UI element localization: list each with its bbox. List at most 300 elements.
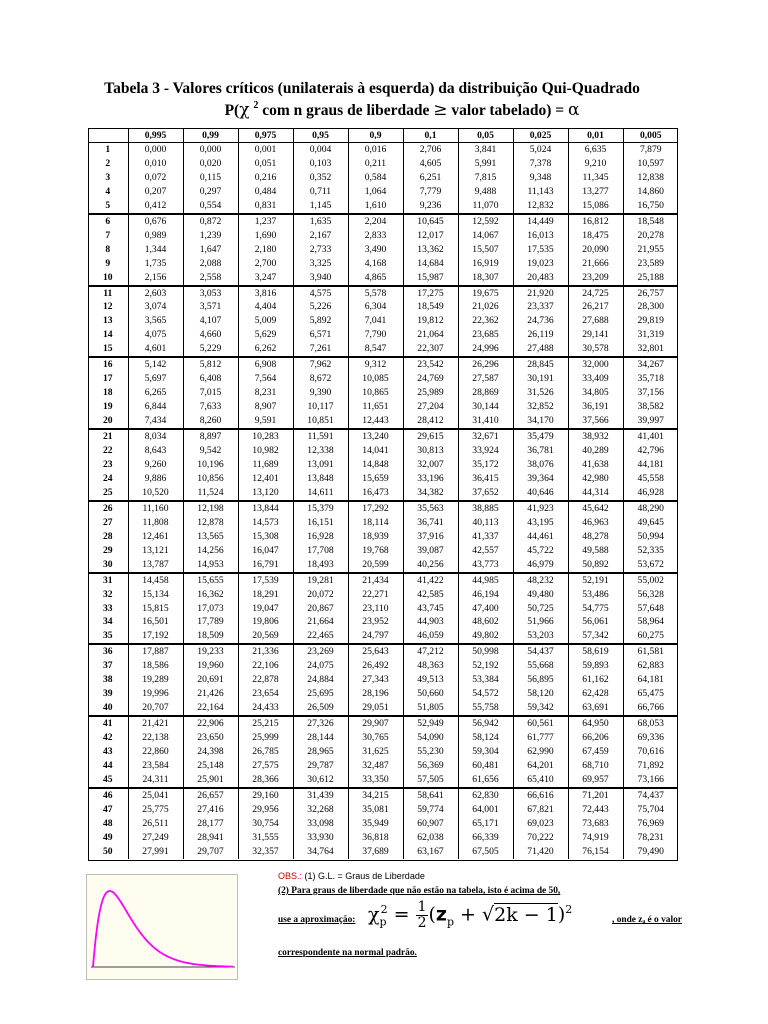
df-cell: 48: [102, 817, 113, 829]
table-row: [88, 372, 678, 386]
value-cell: 19,281: [293, 573, 348, 588]
table-row: [88, 157, 678, 171]
value-cell: 44,314: [568, 486, 623, 501]
value-cell: 13,844: [238, 501, 293, 516]
value-cell: 21,666: [568, 257, 623, 271]
value-cell: 42,980: [568, 472, 623, 486]
value-cell: 0,010: [128, 157, 183, 171]
value-cell: 12,443: [348, 414, 403, 429]
value-cell: 54,090: [403, 731, 458, 745]
table-row: [88, 257, 678, 271]
value-cell: 1,647: [183, 243, 238, 257]
value-cell: 28,366: [238, 773, 293, 788]
value-cell: 25,188: [623, 271, 678, 286]
value-cell: 5,142: [128, 357, 183, 372]
geq-symbol: ≥: [433, 100, 448, 120]
value-cell: 0,484: [238, 185, 293, 199]
value-cell: 2,156: [128, 271, 183, 286]
value-cell: 4,575: [293, 286, 348, 301]
value-cell: 14,953: [183, 558, 238, 573]
value-cell: 14,848: [348, 458, 403, 472]
value-cell: 17,275: [403, 286, 458, 301]
obs-note: [278, 871, 425, 881]
header-alpha: 0,01: [568, 128, 623, 143]
table-row: [88, 845, 678, 859]
value-cell: 0,297: [183, 185, 238, 199]
value-cell: 22,860: [128, 745, 183, 759]
table-row: [88, 243, 678, 257]
value-cell: 21,064: [403, 328, 458, 342]
value-cell: 20,867: [293, 602, 348, 616]
df-cell: 7: [105, 229, 111, 241]
value-cell: 51,966: [513, 615, 568, 629]
value-cell: 27,488: [513, 342, 568, 357]
value-cell: 22,271: [348, 588, 403, 602]
value-cell: 21,664: [293, 615, 348, 629]
value-cell: 0,016: [348, 143, 403, 157]
value-cell: 14,449: [513, 214, 568, 229]
value-cell: 79,490: [623, 845, 678, 859]
value-cell: 0,412: [128, 199, 183, 214]
value-cell: 8,547: [348, 342, 403, 357]
value-cell: 27,587: [458, 372, 513, 386]
value-cell: 37,652: [458, 486, 513, 501]
density-curve: [93, 891, 233, 967]
value-cell: 22,362: [458, 314, 513, 328]
value-cell: 56,061: [568, 615, 623, 629]
value-cell: 7,041: [348, 314, 403, 328]
value-cell: 69,023: [513, 817, 568, 831]
value-cell: 49,513: [403, 673, 458, 687]
value-cell: 29,787: [293, 759, 348, 773]
value-cell: 60,907: [403, 817, 458, 831]
value-cell: 16,151: [293, 516, 348, 530]
value-cell: 67,459: [568, 745, 623, 759]
value-cell: 5,812: [183, 357, 238, 372]
value-cell: 4,660: [183, 328, 238, 342]
value-cell: 0,554: [183, 199, 238, 214]
value-cell: 46,963: [568, 516, 623, 530]
value-cell: 66,616: [513, 788, 568, 803]
value-cell: 30,813: [403, 444, 458, 458]
df-cell: 28: [102, 530, 113, 542]
value-cell: 32,801: [623, 342, 678, 357]
value-cell: 29,615: [403, 429, 458, 444]
df-cell: 30: [102, 558, 113, 570]
value-cell: 62,830: [458, 788, 513, 803]
value-cell: 0,207: [128, 185, 183, 199]
table-row: [88, 759, 678, 773]
value-cell: 73,166: [623, 773, 678, 788]
value-cell: 29,907: [348, 716, 403, 731]
formula-equals: =: [387, 903, 416, 926]
value-cell: 36,191: [568, 400, 623, 414]
value-cell: 46,928: [623, 486, 678, 501]
table-row: [88, 342, 678, 357]
value-cell: 61,656: [458, 773, 513, 788]
table-row: [88, 629, 678, 644]
value-cell: 52,191: [568, 573, 623, 588]
value-cell: 75,704: [623, 803, 678, 817]
value-cell: 12,592: [458, 214, 513, 229]
value-cell: 0,584: [348, 171, 403, 185]
df-cell: 4: [105, 185, 111, 197]
value-cell: 28,144: [293, 731, 348, 745]
value-cell: 67,505: [458, 845, 513, 859]
value-cell: 5,226: [293, 300, 348, 314]
value-cell: 10,645: [403, 214, 458, 229]
value-cell: 31,410: [458, 414, 513, 429]
value-cell: 26,119: [513, 328, 568, 342]
value-cell: 35,081: [348, 803, 403, 817]
value-cell: 2,167: [293, 229, 348, 243]
value-cell: 9,488: [458, 185, 513, 199]
value-cell: 66,766: [623, 701, 678, 716]
value-cell: 46,194: [458, 588, 513, 602]
table-row: [88, 745, 678, 759]
value-cell: 23,542: [403, 357, 458, 372]
note-2-line-1: (2) Para graus de liberdade que não estão na tabela, isto é acima de 50,: [278, 886, 561, 896]
df-cell: 34: [102, 616, 113, 628]
value-cell: 0,004: [293, 143, 348, 157]
value-cell: 4,865: [348, 271, 403, 286]
value-cell: 1,239: [183, 229, 238, 243]
value-cell: 55,668: [513, 659, 568, 673]
value-cell: 13,362: [403, 243, 458, 257]
obs-text: (1) G.L. = Graus de Liberdade: [304, 871, 425, 881]
value-cell: 26,492: [348, 659, 403, 673]
value-cell: 6,408: [183, 372, 238, 386]
value-cell: 17,073: [183, 602, 238, 616]
value-cell: 2,733: [293, 243, 348, 257]
value-cell: 13,120: [238, 486, 293, 501]
value-cell: 3,490: [348, 243, 403, 257]
value-cell: 16,928: [293, 530, 348, 544]
value-cell: 0,352: [293, 171, 348, 185]
value-cell: 3,053: [183, 286, 238, 301]
value-cell: 27,688: [568, 314, 623, 328]
value-cell: 53,486: [568, 588, 623, 602]
table-row: [88, 444, 678, 458]
value-cell: 20,691: [183, 673, 238, 687]
value-cell: 56,942: [458, 716, 513, 731]
chi-square-table: [88, 128, 678, 859]
value-cell: 19,047: [238, 602, 293, 616]
value-cell: 23,650: [183, 731, 238, 745]
value-cell: 32,268: [293, 803, 348, 817]
value-cell: 15,507: [458, 243, 513, 257]
value-cell: 12,401: [238, 472, 293, 486]
value-cell: 52,192: [458, 659, 513, 673]
value-cell: 21,026: [458, 300, 513, 314]
value-cell: 59,342: [513, 701, 568, 716]
value-cell: 50,998: [458, 644, 513, 659]
value-cell: 0,676: [128, 214, 183, 229]
value-cell: 13,091: [293, 458, 348, 472]
value-cell: 42,585: [403, 588, 458, 602]
value-cell: 34,215: [348, 788, 403, 803]
value-cell: 12,838: [623, 171, 678, 185]
value-cell: 27,991: [128, 845, 183, 859]
table-row: [88, 501, 678, 516]
value-cell: 37,689: [348, 845, 403, 859]
value-cell: 37,916: [403, 530, 458, 544]
value-cell: 24,311: [128, 773, 183, 788]
value-cell: 62,990: [513, 745, 568, 759]
value-cell: 54,437: [513, 644, 568, 659]
value-cell: 35,479: [513, 429, 568, 444]
df-cell: 22: [102, 445, 113, 457]
value-cell: 33,924: [458, 444, 513, 458]
value-cell: 74,437: [623, 788, 678, 803]
value-cell: 0,072: [128, 171, 183, 185]
value-cell: 34,805: [568, 386, 623, 400]
table-row: [88, 386, 678, 400]
value-cell: 14,611: [293, 486, 348, 501]
df-cell: 1: [105, 144, 111, 155]
value-cell: 27,204: [403, 400, 458, 414]
value-cell: 1,344: [128, 243, 183, 257]
value-cell: 34,764: [293, 845, 348, 859]
value-cell: 62,883: [623, 659, 678, 673]
table-row: [88, 414, 678, 429]
value-cell: 60,561: [513, 716, 568, 731]
value-cell: 30,144: [458, 400, 513, 414]
value-cell: 3,247: [238, 271, 293, 286]
value-cell: 65,410: [513, 773, 568, 788]
df-cell: 2: [105, 157, 111, 169]
value-cell: 7,633: [183, 400, 238, 414]
value-cell: 35,949: [348, 817, 403, 831]
df-cell: 26: [88, 501, 128, 516]
df-cell: 8: [105, 243, 111, 255]
table-row: [88, 788, 678, 803]
value-cell: 23,584: [128, 759, 183, 773]
value-cell: 6,635: [568, 143, 623, 157]
value-cell: 8,907: [238, 400, 293, 414]
value-cell: 0,831: [238, 199, 293, 214]
value-cell: 8,231: [238, 386, 293, 400]
value-cell: 22,106: [238, 659, 293, 673]
value-cell: 49,802: [458, 629, 513, 644]
value-cell: 21,955: [623, 243, 678, 257]
value-cell: 55,002: [623, 573, 678, 588]
value-cell: 44,461: [513, 530, 568, 544]
value-cell: 18,548: [623, 214, 678, 229]
value-cell: 6,908: [238, 357, 293, 372]
table-row: [88, 143, 678, 157]
value-cell: 11,143: [513, 185, 568, 199]
value-cell: 15,815: [128, 602, 183, 616]
value-cell: 17,192: [128, 629, 183, 644]
value-cell: 64,181: [623, 673, 678, 687]
table-row: [88, 429, 678, 444]
value-cell: 14,684: [403, 257, 458, 271]
value-cell: 11,345: [568, 171, 623, 185]
value-cell: 9,542: [183, 444, 238, 458]
table-row: [88, 486, 678, 501]
value-cell: 0,211: [348, 157, 403, 171]
value-cell: 41,401: [623, 429, 678, 444]
value-cell: 47,212: [403, 644, 458, 659]
chi-square-density-thumbnail: [86, 874, 238, 980]
table-row: [88, 171, 678, 185]
value-cell: 72,443: [568, 803, 623, 817]
formula-outer-sup: 2: [565, 903, 573, 917]
value-cell: 29,160: [238, 788, 293, 803]
value-cell: 41,638: [568, 458, 623, 472]
value-cell: 19,806: [238, 615, 293, 629]
value-cell: 52,335: [623, 544, 678, 558]
value-cell: 44,181: [623, 458, 678, 472]
value-cell: 27,343: [348, 673, 403, 687]
value-cell: 76,154: [568, 845, 623, 859]
value-cell: 35,563: [403, 501, 458, 516]
value-cell: 22,878: [238, 673, 293, 687]
table-row: [88, 602, 678, 616]
table-row: [88, 185, 678, 199]
value-cell: 34,382: [403, 486, 458, 501]
value-cell: 62,428: [568, 687, 623, 701]
formula-close-paren: ): [557, 903, 566, 926]
value-cell: 18,509: [183, 629, 238, 644]
value-cell: 40,113: [458, 516, 513, 530]
formula-frac-den: 2: [417, 915, 427, 931]
value-cell: 48,602: [458, 615, 513, 629]
df-cell: 11: [88, 286, 128, 301]
value-cell: 16,047: [238, 544, 293, 558]
value-cell: 17,535: [513, 243, 568, 257]
value-cell: 26,757: [623, 286, 678, 301]
value-cell: 4,404: [238, 300, 293, 314]
df-cell: 47: [102, 803, 113, 815]
value-cell: 0,000: [128, 143, 183, 157]
value-cell: 28,845: [513, 357, 568, 372]
value-cell: 36,415: [458, 472, 513, 486]
value-cell: 59,774: [403, 803, 458, 817]
value-cell: 6,251: [403, 171, 458, 185]
value-cell: 22,906: [183, 716, 238, 731]
value-cell: 6,265: [128, 386, 183, 400]
value-cell: 0,115: [183, 171, 238, 185]
value-cell: 26,217: [568, 300, 623, 314]
value-cell: 25,901: [183, 773, 238, 788]
value-cell: 32,487: [348, 759, 403, 773]
value-cell: 18,475: [568, 229, 623, 243]
value-cell: 45,722: [513, 544, 568, 558]
df-cell: 15: [102, 343, 113, 355]
value-cell: 21,426: [183, 687, 238, 701]
value-cell: 18,586: [128, 659, 183, 673]
value-cell: 53,384: [458, 673, 513, 687]
value-cell: 4,168: [348, 257, 403, 271]
value-cell: 13,277: [568, 185, 623, 199]
value-cell: 7,378: [513, 157, 568, 171]
value-cell: 28,196: [348, 687, 403, 701]
value-cell: 0,989: [128, 229, 183, 243]
header-alpha: 0,025: [513, 128, 568, 143]
value-cell: 12,461: [128, 530, 183, 544]
value-cell: 4,107: [183, 314, 238, 328]
value-cell: 30,765: [348, 731, 403, 745]
value-cell: 5,009: [238, 314, 293, 328]
value-cell: 27,416: [183, 803, 238, 817]
value-cell: 10,865: [348, 386, 403, 400]
table-row: [88, 458, 678, 472]
value-cell: 29,141: [568, 328, 623, 342]
value-cell: 20,707: [128, 701, 183, 716]
value-cell: 49,645: [623, 516, 678, 530]
df-cell: 37: [102, 660, 113, 672]
table-row: [88, 229, 678, 243]
value-cell: 15,659: [348, 472, 403, 486]
value-cell: 26,511: [128, 817, 183, 831]
value-cell: 30,612: [293, 773, 348, 788]
value-cell: 10,597: [623, 157, 678, 171]
table-row: [88, 516, 678, 530]
value-cell: 19,812: [403, 314, 458, 328]
value-cell: 1,145: [293, 199, 348, 214]
value-cell: 48,290: [623, 501, 678, 516]
value-cell: 8,897: [183, 429, 238, 444]
value-cell: 32,852: [513, 400, 568, 414]
value-cell: 22,307: [403, 342, 458, 357]
value-cell: 78,231: [623, 831, 678, 845]
table-row: [88, 803, 678, 817]
value-cell: 54,775: [568, 602, 623, 616]
value-cell: 34,267: [623, 357, 678, 372]
value-cell: 8,643: [128, 444, 183, 458]
value-cell: 8,672: [293, 372, 348, 386]
value-cell: 51,805: [403, 701, 458, 716]
subtitle-middle: com n graus de liberdade: [258, 102, 434, 119]
formula-plus: +: [454, 903, 483, 926]
value-cell: 13,787: [128, 558, 183, 573]
value-cell: 33,098: [293, 817, 348, 831]
value-cell: 16,812: [568, 214, 623, 229]
value-cell: 68,053: [623, 716, 678, 731]
formula-sup-2: 2: [380, 903, 388, 917]
value-cell: 31,319: [623, 328, 678, 342]
value-cell: 71,892: [623, 759, 678, 773]
value-cell: 26,509: [293, 701, 348, 716]
df-cell: 25: [102, 486, 113, 498]
value-cell: 17,789: [183, 615, 238, 629]
formula-fraction: [416, 900, 429, 931]
value-cell: 16,362: [183, 588, 238, 602]
value-cell: 0,000: [183, 143, 238, 157]
value-cell: 4,075: [128, 328, 183, 342]
value-cell: 18,493: [293, 558, 348, 573]
df-cell: 41: [88, 716, 128, 731]
header-df: [88, 128, 128, 143]
value-cell: 71,201: [568, 788, 623, 803]
value-cell: 2,088: [183, 257, 238, 271]
value-cell: 65,475: [623, 687, 678, 701]
value-cell: 26,785: [238, 745, 293, 759]
value-cell: 5,892: [293, 314, 348, 328]
df-cell: 20: [102, 415, 113, 427]
df-cell: 40: [102, 702, 113, 714]
df-cell: 50: [102, 845, 113, 857]
table-row: [88, 558, 678, 573]
value-cell: 35,172: [458, 458, 513, 472]
value-cell: 9,312: [348, 357, 403, 372]
value-cell: 36,741: [403, 516, 458, 530]
value-cell: 10,856: [183, 472, 238, 486]
table-body: [88, 143, 678, 859]
value-cell: 49,588: [568, 544, 623, 558]
